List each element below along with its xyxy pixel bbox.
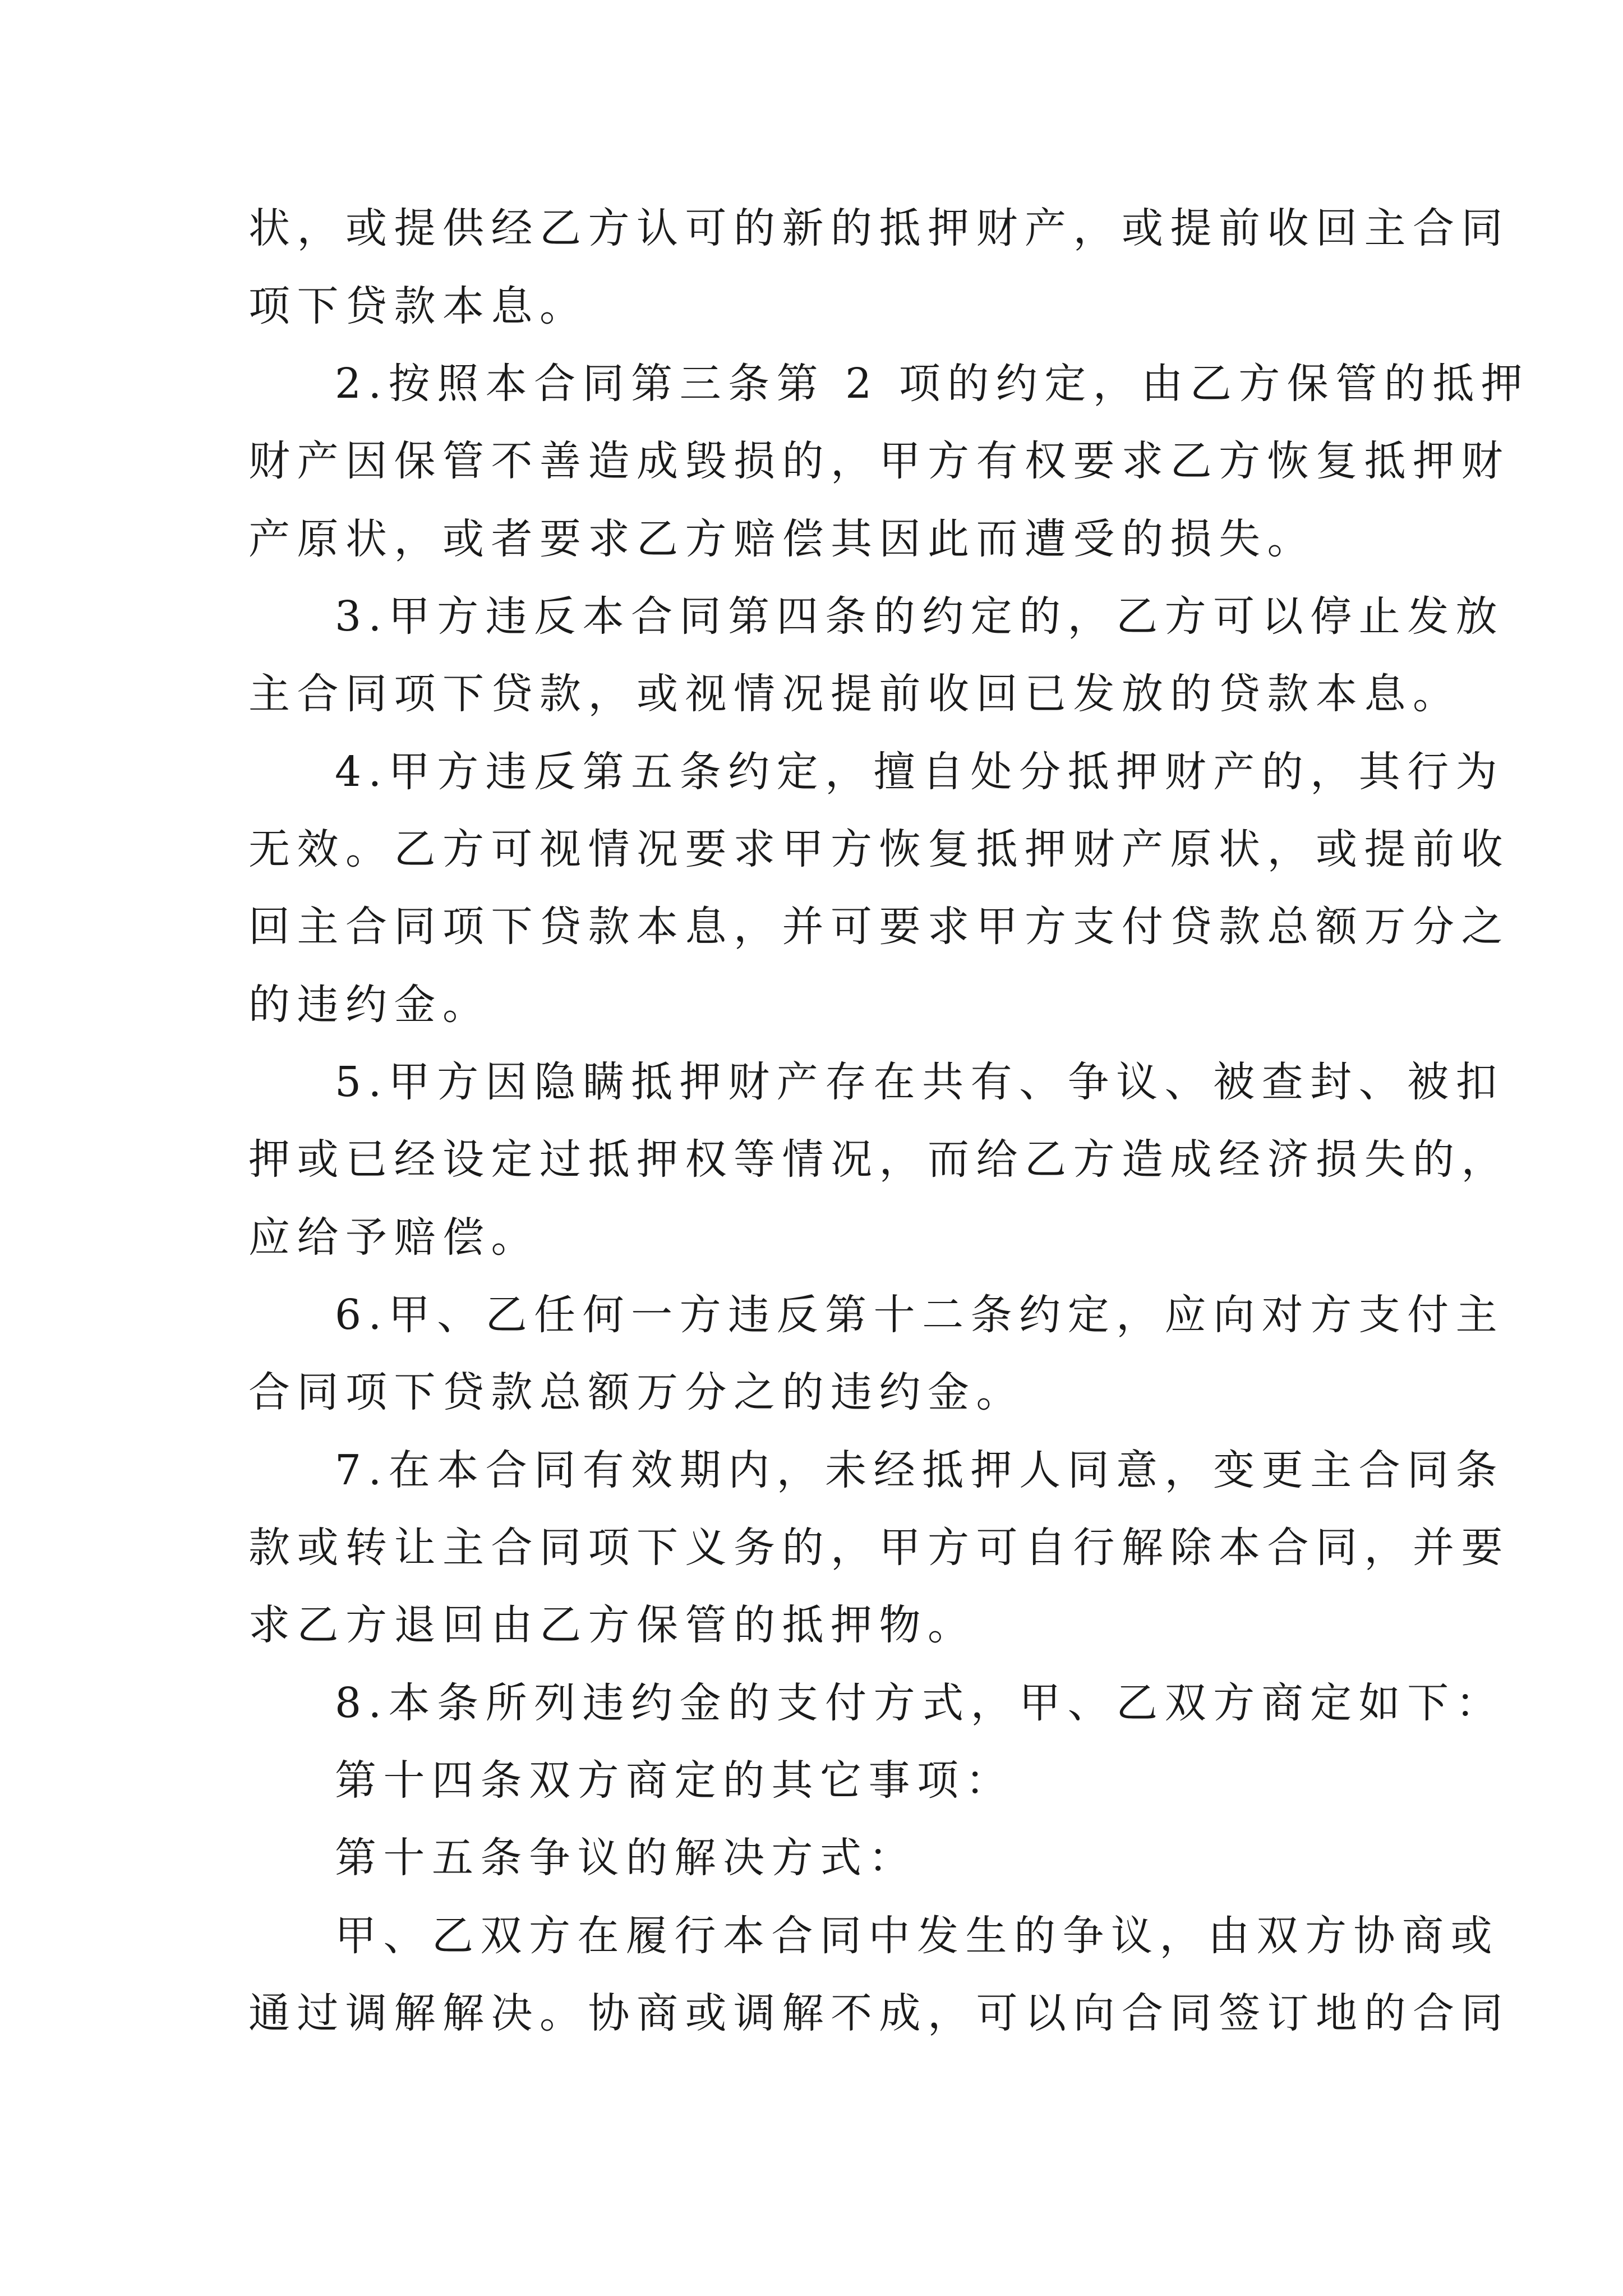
text-line: 押或已经设定过抵押权等情况，而给乙方造成经济损失的， bbox=[248, 1135, 1510, 1184]
text-line: 5.甲方因隐瞒抵押财产存在共有、争议、被查封、被扣 bbox=[335, 1058, 1505, 1106]
text-line: 3.甲方违反本合同第四条的约定的，乙方可以停止发放 bbox=[335, 592, 1505, 641]
text-line: 无效。乙方可视情况要求甲方恢复抵押财产原状，或提前收 bbox=[248, 825, 1510, 873]
text-line: 2.按照本合同第三条第 2 项的约定，由乙方保管的抵押 bbox=[335, 360, 1530, 408]
text-line: 应给予赔偿。 bbox=[248, 1213, 540, 1262]
text-line: 通过调解解决。协商或调解不成，可以向合同签订地的合同 bbox=[248, 1989, 1510, 2037]
text-line: 合同项下贷款总额万分之的违约金。 bbox=[248, 1368, 1025, 1416]
text-line: 项下贷款本息。 bbox=[248, 282, 588, 330]
text-line: 回主合同项下贷款本息，并可要求甲方支付贷款总额万分之 bbox=[248, 903, 1510, 951]
text-line: 求乙方退回由乙方保管的抵押物。 bbox=[248, 1601, 976, 1649]
text-line: 第十五条争议的解决方式： bbox=[335, 1834, 917, 1882]
text-line: 款或转让主合同项下义务的，甲方可自行解除本合同，并要 bbox=[248, 1524, 1510, 1572]
text-line: 8.本条所列违约金的支付方式，甲、乙双方商定如下： bbox=[335, 1679, 1505, 1727]
text-line: 第十四条双方商定的其它事项： bbox=[335, 1756, 1014, 1805]
text-line: 状，或提供经乙方认可的新的抵押财产，或提前收回主合同 bbox=[248, 204, 1510, 252]
text-line: 的违约金。 bbox=[248, 981, 491, 1029]
text-line: 财产因保管不善造成毁损的，甲方有权要求乙方恢复抵押财 bbox=[248, 437, 1510, 485]
text-line: 6.甲、乙任何一方违反第十二条约定，应向对方支付主 bbox=[335, 1291, 1505, 1339]
text-line: 产原状，或者要求乙方赔偿其因此而遭受的损失。 bbox=[248, 515, 1316, 563]
text-line: 7.在本合同有效期内，未经抵押人同意，变更主合同条 bbox=[335, 1446, 1505, 1494]
text-line: 甲、乙双方在履行本合同中发生的争议，由双方协商或 bbox=[335, 1912, 1499, 1960]
text-line: 主合同项下贷款，或视情况提前收回已发放的贷款本息。 bbox=[248, 670, 1461, 718]
text-line: 4.甲方违反第五条约定，擅自处分抵押财产的，其行为 bbox=[335, 748, 1505, 796]
